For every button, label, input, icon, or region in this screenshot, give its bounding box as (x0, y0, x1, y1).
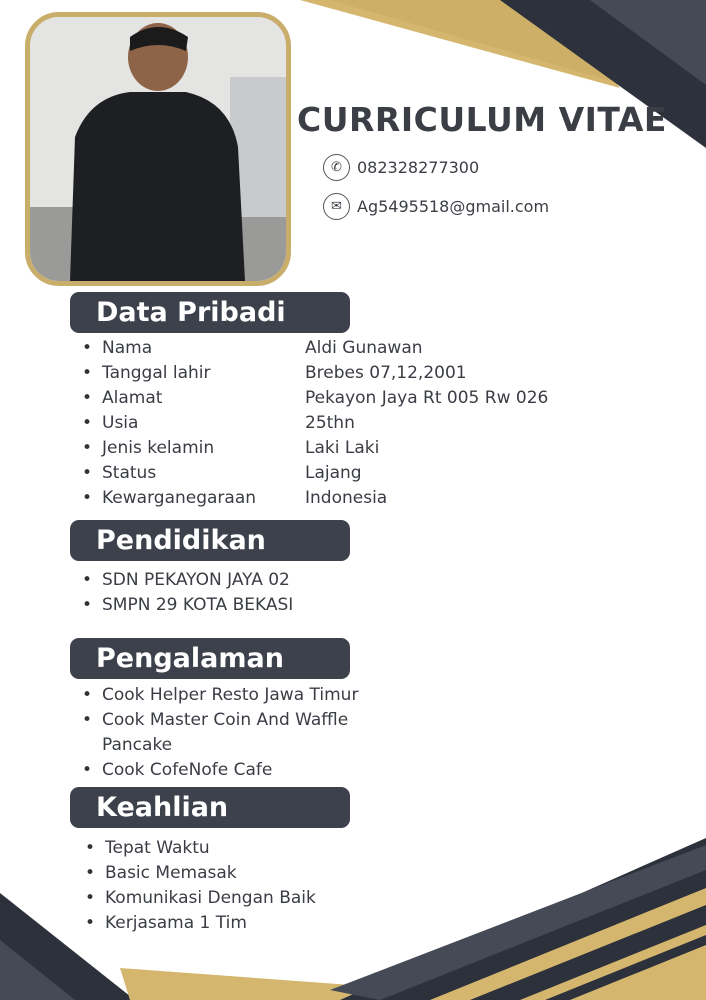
section-header-keahlian: Keahlian (70, 787, 350, 828)
phone-number: 082328277300 (357, 158, 480, 177)
value: Brebes 07,12,2001 (305, 363, 467, 383)
value: Lajang (305, 463, 362, 483)
list-item: • Komunikasi Dengan Baik (85, 886, 316, 911)
list-item: • Tepat Waktu (85, 836, 316, 861)
label: • Jenis kelamin (82, 436, 256, 461)
list-item: • Kerjasama 1 Tim (85, 911, 316, 936)
list-item: • Basic Memasak (85, 861, 316, 886)
contact-email (323, 193, 549, 220)
personal-data-values (305, 336, 548, 511)
value: Pekayon Jaya Rt 005 Rw 026 (305, 388, 549, 408)
label: • Nama (82, 336, 256, 361)
page-title: CURRICULUM VITAE (297, 100, 667, 139)
skills-list (85, 836, 316, 936)
label: • Tanggal lahir (82, 361, 256, 386)
value: 25thn (305, 413, 355, 433)
experience-list (82, 683, 358, 783)
email-address: Ag5495518@gmail.com (357, 197, 550, 216)
list-item: • SDN PEKAYON JAYA 02 (82, 568, 293, 593)
value: Aldi Gunawan (305, 338, 423, 358)
list-item: • Cook Helper Resto Jawa Timur (82, 683, 358, 708)
list-item: • Cook CofeNofe Cafe (82, 758, 358, 783)
contact-phone (323, 154, 479, 181)
section-header-pengalaman: Pengalaman (70, 638, 350, 679)
profile-photo (25, 12, 291, 286)
label: • Kewarganegaraan (82, 486, 256, 511)
list-item-continuation: Pancake (102, 735, 173, 755)
value: Indonesia (305, 488, 388, 508)
section-header-pendidikan: Pendidikan (70, 520, 350, 561)
label: • Usia (82, 411, 256, 436)
label: • Status (82, 461, 256, 486)
personal-data-labels (82, 336, 256, 511)
email-icon: ✉ (323, 193, 350, 220)
list-item: • SMPN 29 KOTA BEKASI (82, 593, 293, 618)
section-header-data-pribadi: Data Pribadi (70, 292, 350, 333)
value: Laki Laki (305, 438, 380, 458)
list-item: • Cook Master Coin And Waffle (82, 708, 358, 733)
label: • Alamat (82, 386, 256, 411)
phone-icon: ✆ (323, 154, 350, 181)
education-list (82, 568, 293, 618)
